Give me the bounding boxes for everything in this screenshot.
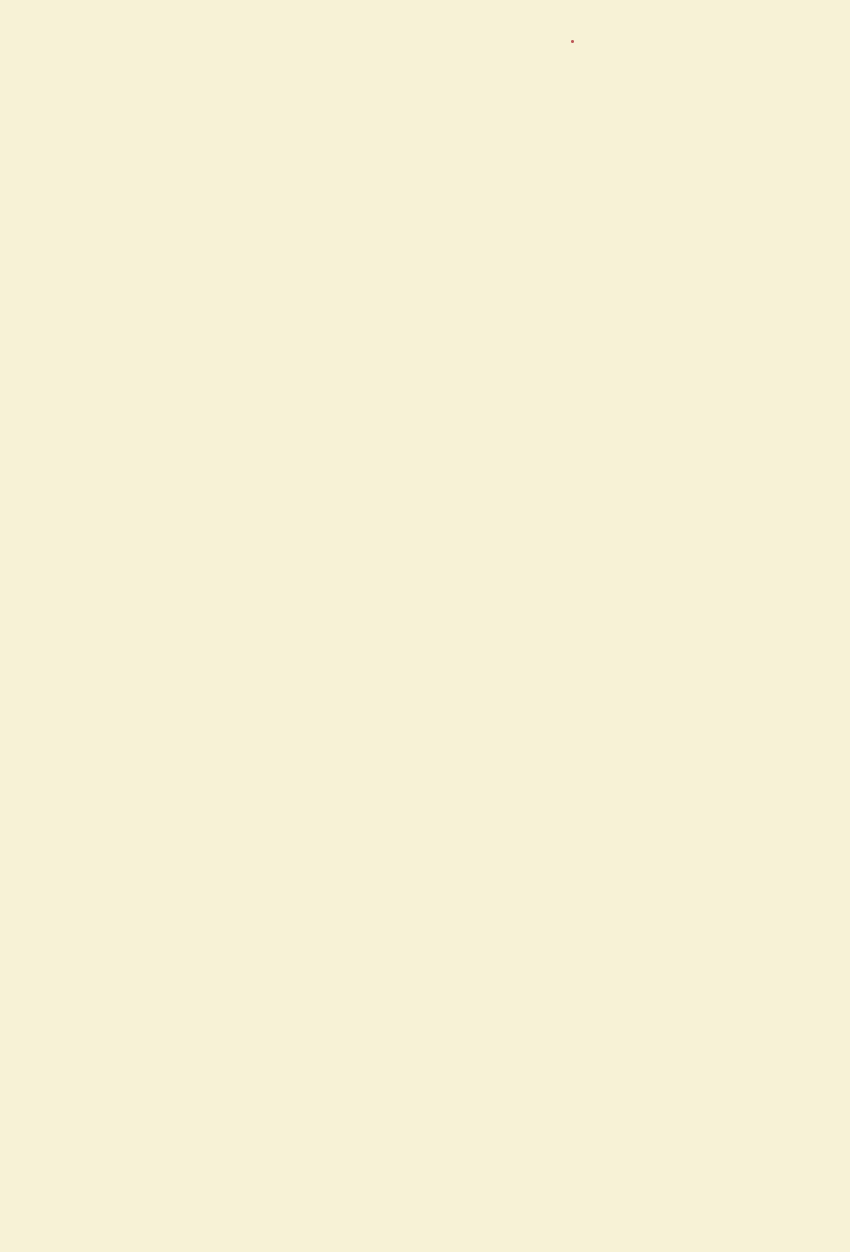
index-bottom-section [38,665,822,1235]
index-top-section [38,120,822,645]
paper-speck [571,40,574,43]
